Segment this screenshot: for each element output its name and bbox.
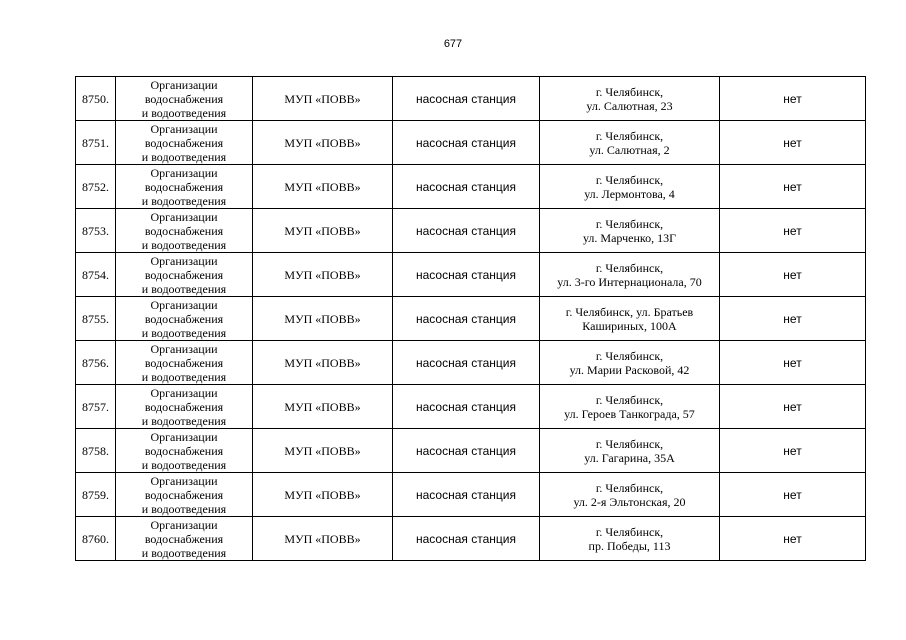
organization-cell: МУП «ПОВВ» (253, 121, 393, 165)
organization-cell: МУП «ПОВВ» (253, 77, 393, 121)
category-line: и водоотведения (141, 501, 227, 516)
category-line: Организации (150, 473, 218, 488)
category-line: Организации (150, 209, 218, 224)
address-cell (540, 341, 720, 385)
object-type-cell: насосная станция (393, 517, 540, 561)
object-type-cell: насосная станция (393, 385, 540, 429)
category-line: водоснабжения (144, 135, 224, 150)
organization-cell: МУП «ПОВВ» (253, 297, 393, 341)
category-cell (116, 473, 253, 517)
address-line: г. Челябинск, (595, 128, 664, 143)
value-cell: нет (720, 209, 866, 253)
organization-cell: МУП «ПОВВ» (253, 385, 393, 429)
category-line: и водоотведения (141, 237, 227, 252)
category-cell (116, 165, 253, 209)
address-line: ул. 2-я Эльтонская, 20 (573, 494, 686, 509)
table-row (76, 429, 866, 473)
value-cell: нет (720, 297, 866, 341)
object-type-cell: насосная станция (393, 341, 540, 385)
row-number-cell: 8754. (76, 253, 116, 297)
category-line: Организации (150, 385, 218, 400)
address-cell (540, 209, 720, 253)
address-line: г. Челябинск, (595, 172, 664, 187)
category-line: водоснабжения (144, 311, 224, 326)
address-line: г. Челябинск, (595, 348, 664, 363)
organization-cell: МУП «ПОВВ» (253, 473, 393, 517)
category-line: водоснабжения (144, 223, 224, 238)
address-line: г. Челябинск, ул. Братьев (565, 304, 694, 319)
address-line: г. Челябинск, (595, 260, 664, 275)
organization-cell: МУП «ПОВВ» (253, 165, 393, 209)
address-line: г. Челябинск, (595, 84, 664, 99)
address-line: ул. Героев Танкограда, 57 (564, 406, 695, 421)
value-cell: нет (720, 253, 866, 297)
category-line: и водоотведения (141, 457, 227, 472)
organization-cell: МУП «ПОВВ» (253, 253, 393, 297)
category-line: Организации (150, 297, 218, 312)
organization-cell: МУП «ПОВВ» (253, 429, 393, 473)
object-type-cell: насосная станция (393, 253, 540, 297)
address-line: г. Челябинск, (595, 480, 664, 495)
table-row (76, 77, 866, 121)
address-line: ул. Марченко, 13Г (582, 230, 677, 245)
category-line: и водоотведения (141, 281, 227, 296)
table-row (76, 165, 866, 209)
row-number-cell: 8760. (76, 517, 116, 561)
category-line: Организации (150, 429, 218, 444)
value-cell: нет (720, 121, 866, 165)
category-line: водоснабжения (144, 399, 224, 414)
object-type-cell: насосная станция (393, 165, 540, 209)
address-line: ул. Гагарина, 35А (584, 450, 675, 465)
address-cell (540, 297, 720, 341)
value-cell: нет (720, 77, 866, 121)
address-line: ул. Салютная, 23 (586, 98, 673, 113)
address-line: г. Челябинск, (595, 436, 664, 451)
category-line: и водоотведения (141, 325, 227, 340)
registry-table-body (76, 77, 866, 561)
object-type-cell: насосная станция (393, 297, 540, 341)
address-cell (540, 473, 720, 517)
row-number-cell: 8753. (76, 209, 116, 253)
registry-table (75, 76, 866, 561)
table-row (76, 473, 866, 517)
category-line: и водоотведения (141, 105, 227, 120)
address-cell (540, 253, 720, 297)
category-cell (116, 77, 253, 121)
address-line: ул. 3-го Интернационала, 70 (557, 274, 702, 289)
address-line: Кашириных, 100А (582, 318, 677, 333)
table-row (76, 209, 866, 253)
value-cell: нет (720, 341, 866, 385)
category-cell (116, 517, 253, 561)
value-cell: нет (720, 473, 866, 517)
row-number-cell: 8751. (76, 121, 116, 165)
category-cell (116, 253, 253, 297)
address-cell (540, 77, 720, 121)
category-cell (116, 429, 253, 473)
row-number-cell: 8752. (76, 165, 116, 209)
address-line: г. Челябинск, (595, 216, 664, 231)
category-line: Организации (150, 341, 218, 356)
category-line: Организации (150, 253, 218, 268)
category-line: водоснабжения (144, 487, 224, 502)
row-number-cell: 8759. (76, 473, 116, 517)
address-cell (540, 385, 720, 429)
row-number-cell: 8757. (76, 385, 116, 429)
table-row (76, 341, 866, 385)
category-line: и водоотведения (141, 149, 227, 164)
category-cell (116, 121, 253, 165)
category-line: Организации (150, 517, 218, 532)
category-cell (116, 385, 253, 429)
table-row (76, 385, 866, 429)
value-cell: нет (720, 517, 866, 561)
category-line: и водоотведения (141, 193, 227, 208)
category-line: Организации (150, 121, 218, 136)
category-line: водоснабжения (144, 531, 224, 546)
object-type-cell: насосная станция (393, 429, 540, 473)
address-cell (540, 429, 720, 473)
address-line: ул. Марии Расковой, 42 (569, 362, 690, 377)
category-line: и водоотведения (141, 545, 227, 560)
row-number-cell: 8756. (76, 341, 116, 385)
address-line: ул. Салютная, 2 (589, 142, 670, 157)
address-cell (540, 517, 720, 561)
category-line: и водоотведения (141, 369, 227, 384)
address-cell (540, 165, 720, 209)
address-line: г. Челябинск, (595, 524, 664, 539)
object-type-cell: насосная станция (393, 209, 540, 253)
address-cell (540, 121, 720, 165)
category-line: водоснабжения (144, 443, 224, 458)
category-line: Организации (150, 165, 218, 180)
table-row (76, 121, 866, 165)
organization-cell: МУП «ПОВВ» (253, 517, 393, 561)
value-cell: нет (720, 429, 866, 473)
row-number-cell: 8758. (76, 429, 116, 473)
category-line: водоснабжения (144, 179, 224, 194)
value-cell: нет (720, 165, 866, 209)
value-cell: нет (720, 385, 866, 429)
category-line: водоснабжения (144, 91, 224, 106)
category-line: водоснабжения (144, 355, 224, 370)
table-row (76, 517, 866, 561)
category-cell (116, 209, 253, 253)
address-line: г. Челябинск, (595, 392, 664, 407)
object-type-cell: насосная станция (393, 77, 540, 121)
category-line: водоснабжения (144, 267, 224, 282)
category-line: и водоотведения (141, 413, 227, 428)
row-number-cell: 8755. (76, 297, 116, 341)
address-line: ул. Лермонтова, 4 (584, 186, 675, 201)
organization-cell: МУП «ПОВВ» (253, 341, 393, 385)
category-cell (116, 341, 253, 385)
organization-cell: МУП «ПОВВ» (253, 209, 393, 253)
row-number-cell: 8750. (76, 77, 116, 121)
object-type-cell: насосная станция (393, 121, 540, 165)
object-type-cell: насосная станция (393, 473, 540, 517)
page-number: 677 (443, 38, 463, 50)
category-cell (116, 297, 253, 341)
address-line: пр. Победы, 113 (588, 538, 671, 553)
table-row (76, 253, 866, 297)
category-line: Организации (150, 77, 218, 92)
table-row (76, 297, 866, 341)
